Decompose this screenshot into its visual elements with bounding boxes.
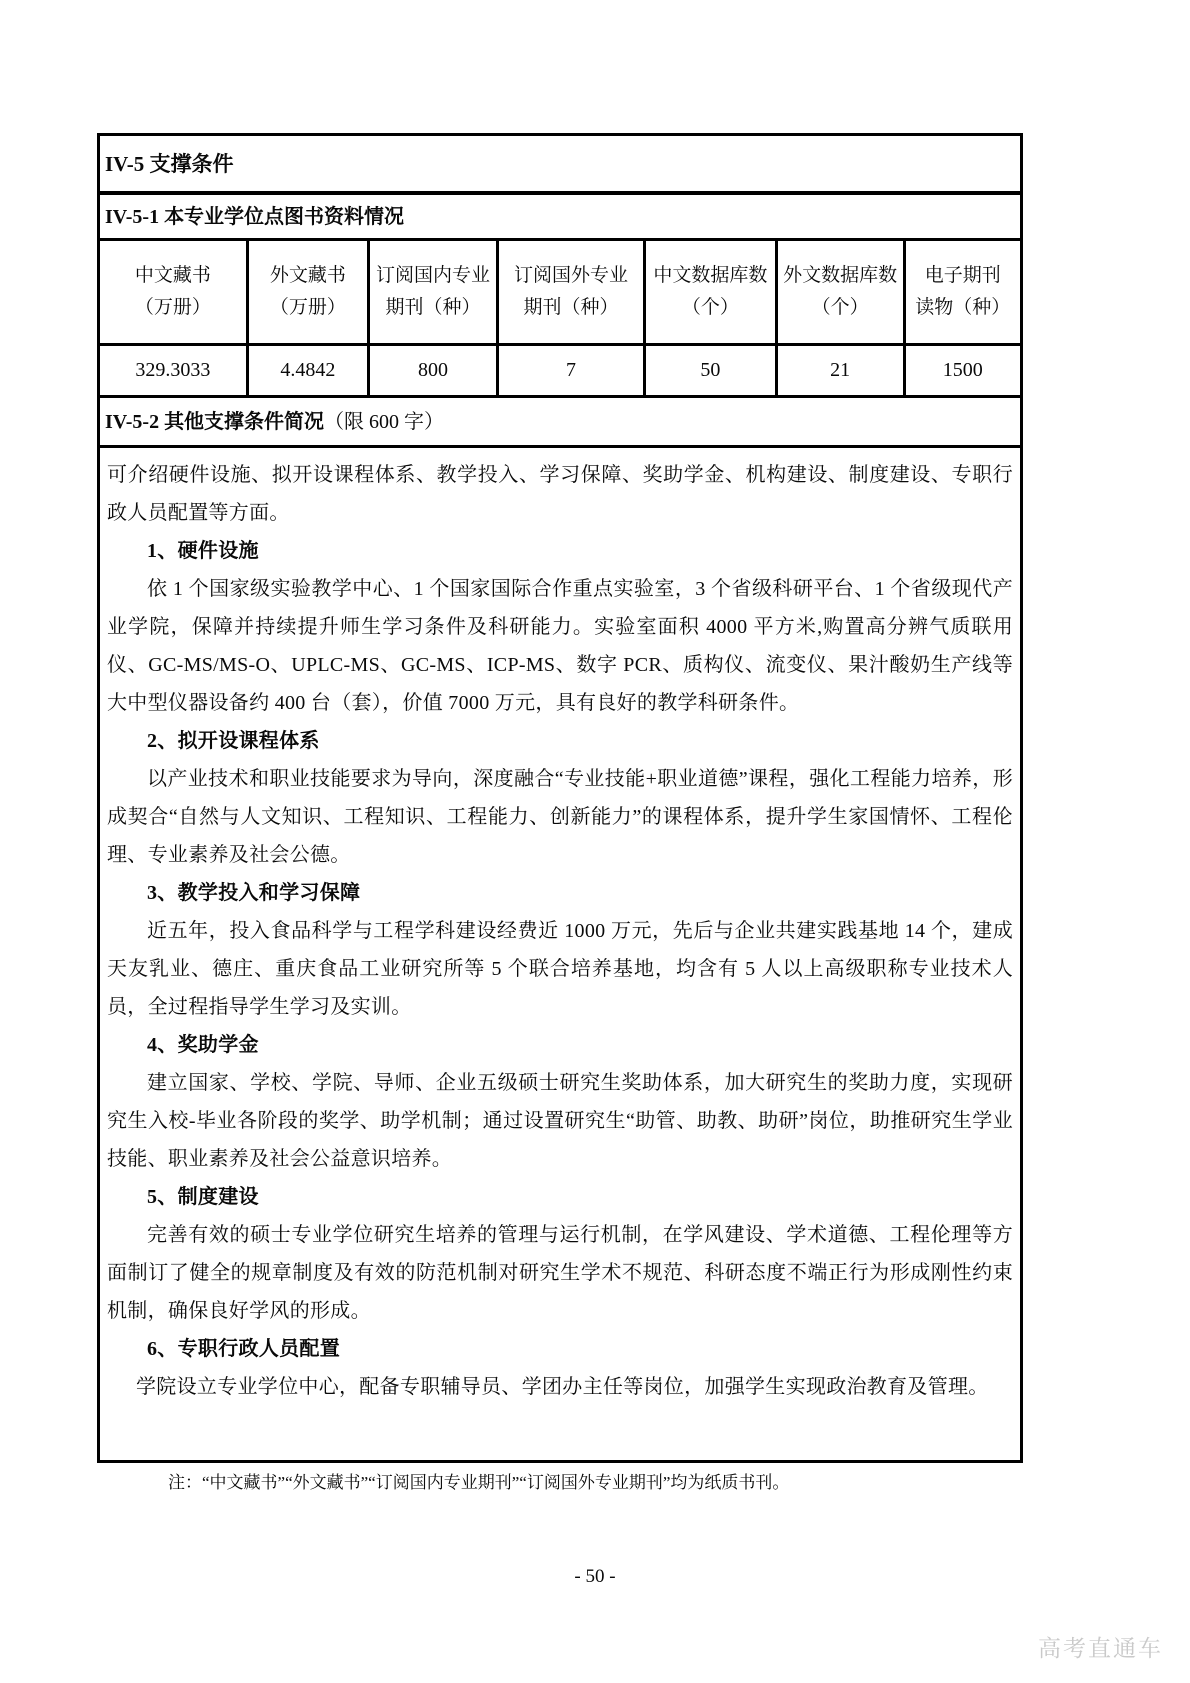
header-line: 外文数据库数 xyxy=(783,265,898,286)
section-paragraph-hardware: 依 1 个国家级实验教学中心、1 个国家国际合作重点实验室，3 个省级科研平台、1 个省级现代产业学院，保障并持续提升师生学习条件及科研能力。实验室面积 4000 平方米,购置高分辨气质联用仪、GC-MS/MS-O、UPLC-MS、GC-MS、ICP-MS、数字 PCR、质构仪、流变仪、果汁酸奶生产线等大中型仪器设备约 400 台（套），价值 7000 万元，具有良好的教学科研条件。 xyxy=(107,578,1013,714)
section-paragraph-admin-staff: 学院设立专业学位中心，配备专职辅导员、学团办主任等岗位，加强学生实现政治教育及管理。 xyxy=(136,1376,989,1398)
header-line: （万册） xyxy=(134,297,211,318)
header-line: 外文藏书 xyxy=(269,265,346,286)
content-cell xyxy=(100,448,1020,1446)
cell-foreign-journals: 7 xyxy=(497,345,644,397)
section-header-iv5: IV-5 支撑条件 xyxy=(100,136,1020,195)
cell-ejournals: 1500 xyxy=(904,345,1020,397)
section-paragraph-teaching-investment: 近五年，投入食品科学与工程学科建设经费近 1000 万元，先后与企业共建实践基地 14 个，建成天友乳业、德庄、重庆食品工业研究所等 5 个联合培养基地，均含有 5 人以上高级职称专业技术人员，全过程指导学生学习及实训。 xyxy=(107,920,1013,1018)
section-paragraph-curriculum: 以产业技术和职业技能要求为导向，深度融合“专业技能+职业道德”课程，强化工程能力培养，形成契合“自然与人文知识、工程知识、工程能力、创新能力”的课程体系，提升学生家国情怀、工程伦理、专业素养及社会公德。 xyxy=(107,768,1013,866)
column-header-chinese-databases xyxy=(645,241,777,345)
library-resources-table xyxy=(100,241,1020,398)
section-heading-curriculum: 2、拟开设课程体系 xyxy=(147,730,320,752)
header-line: （个） xyxy=(681,297,739,318)
section-header-iv5-2-title: IV-5-2 其他支撑条件简况 xyxy=(105,411,325,433)
cell-foreign-databases: 21 xyxy=(776,345,904,397)
section-paragraph-scholarships: 建立国家、学校、学院、导师、企业五级硕士研究生奖助体系，加大研究生的奖助力度，实现研究生入校-毕业各阶段的奖学、助学机制；通过设置研究生“助管、助教、助研”岗位，助推研究生学业技能、职业素养及社会公益意识培养。 xyxy=(107,1072,1013,1170)
column-header-ejournals xyxy=(904,241,1020,345)
section-heading-admin-staff: 6、专职行政人员配置 xyxy=(147,1338,340,1360)
page-number: - 50 - xyxy=(574,1566,616,1587)
section-heading-teaching-investment: 3、教学投入和学习保障 xyxy=(147,882,361,904)
watermark: 高考直通车 xyxy=(1038,1636,1163,1661)
column-header-foreign-databases xyxy=(776,241,904,345)
form-table xyxy=(97,133,1023,1463)
section-header-iv5-2 xyxy=(100,398,1020,448)
cell-chinese-databases: 50 xyxy=(645,345,777,397)
header-line: 订阅国内专业 xyxy=(376,265,491,286)
table-data-row xyxy=(100,345,1020,397)
footnote: 注：“中文藏书”“外文藏书”“订阅国内专业期刊”“订阅国外专业期刊”均为纸质书刊。 xyxy=(168,1473,790,1492)
header-line: 电子期刊 xyxy=(924,265,1001,286)
section-header-iv5-2-limit: （限 600 字） xyxy=(324,411,445,433)
cell-chinese-books: 329.3033 xyxy=(100,345,247,397)
column-header-chinese-books xyxy=(100,241,247,345)
section-heading-hardware: 1、硬件设施 xyxy=(147,540,259,562)
column-header-foreign-journals xyxy=(497,241,644,345)
table-header-row xyxy=(100,241,1020,345)
header-line: （个） xyxy=(811,297,869,318)
intro-paragraph: 可介绍硬件设施、拟开设课程体系、教学投入、学习保障、奖助学金、机构建设、制度建设、专职行政人员配置等方面。 xyxy=(107,464,1013,524)
header-line: 订阅国外专业 xyxy=(514,265,629,286)
header-line: 读物（种） xyxy=(915,297,1011,318)
header-line: 期刊（种） xyxy=(385,297,481,318)
header-line: 中文数据库数 xyxy=(653,265,768,286)
cell-domestic-journals: 800 xyxy=(369,345,498,397)
header-line: （万册） xyxy=(269,297,346,318)
cell-foreign-books: 4.4842 xyxy=(247,345,368,397)
column-header-foreign-books xyxy=(247,241,368,345)
header-line: 期刊（种） xyxy=(523,297,619,318)
column-header-domestic-journals xyxy=(369,241,498,345)
section-paragraph-institutional: 完善有效的硕士专业学位研究生培养的管理与运行机制，在学风建设、学术道德、工程伦理等方面制订了健全的规章制度及有效的防范机制对研究生学术不规范、科研态度不端正行为形成刚性约束机制，确保良好学风的形成。 xyxy=(107,1224,1013,1322)
header-line: 中文藏书 xyxy=(134,265,211,286)
section-header-iv5-1: IV-5-1 本专业学位点图书资料情况 xyxy=(100,195,1020,241)
section-heading-institutional: 5、制度建设 xyxy=(147,1186,259,1208)
section-heading-scholarships: 4、奖助学金 xyxy=(147,1034,259,1056)
